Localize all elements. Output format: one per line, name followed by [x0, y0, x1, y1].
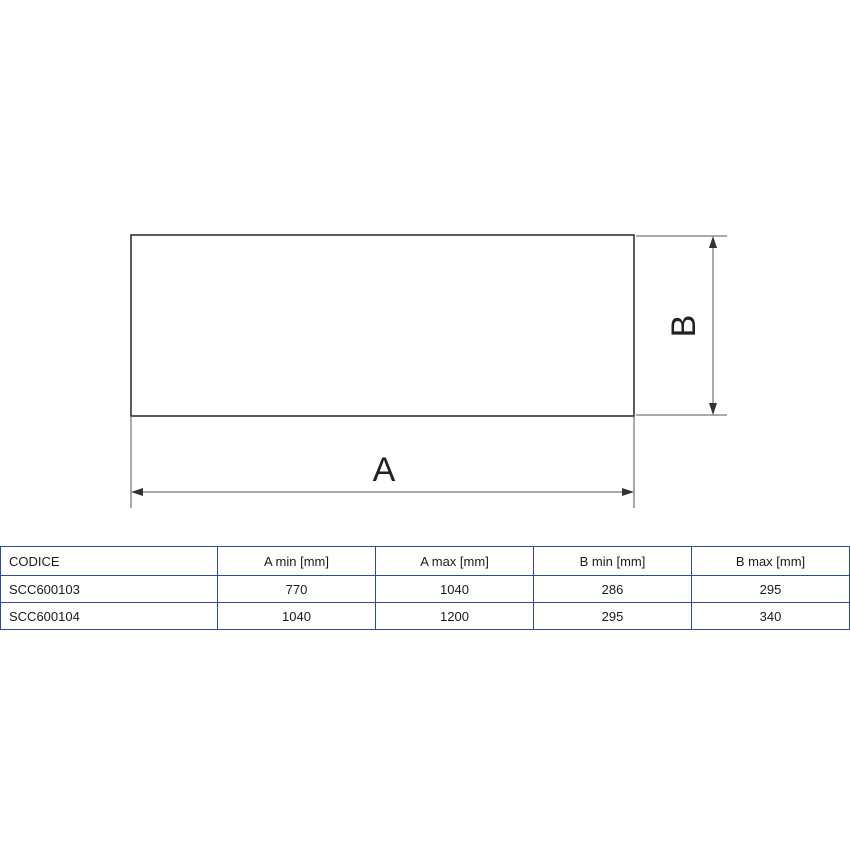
- a-arrow-left: [131, 488, 143, 496]
- cell-b-min: 286: [534, 576, 692, 603]
- b-arrow-bottom: [709, 403, 717, 415]
- column-header-a-min: A min [mm]: [218, 547, 376, 576]
- cell-b-max: 295: [692, 576, 850, 603]
- column-header-a-max: A max [mm]: [376, 547, 534, 576]
- table-header-row: [1, 547, 850, 576]
- table-row: [1, 603, 850, 630]
- cell-b-min: 295: [534, 603, 692, 630]
- column-header-b-max: B max [mm]: [692, 547, 850, 576]
- cell-a-min: 1040: [218, 603, 376, 630]
- column-header-b-min: B min [mm]: [534, 547, 692, 576]
- dimension-label-a: A: [372, 450, 396, 489]
- a-arrow-right: [622, 488, 634, 496]
- panel-outline: [131, 235, 634, 416]
- table-row: [1, 576, 850, 603]
- cell-codice: SCC600103: [1, 576, 218, 603]
- specification-table: [0, 546, 850, 630]
- b-arrow-top: [709, 236, 717, 248]
- cell-a-max: 1200: [376, 603, 534, 630]
- cell-codice: SCC600104: [1, 603, 218, 630]
- cell-b-max: 340: [692, 603, 850, 630]
- cell-a-min: 770: [218, 576, 376, 603]
- dimension-label-b: B: [664, 314, 703, 338]
- cell-a-max: 1040: [376, 576, 534, 603]
- column-header-codice: CODICE: [1, 547, 218, 576]
